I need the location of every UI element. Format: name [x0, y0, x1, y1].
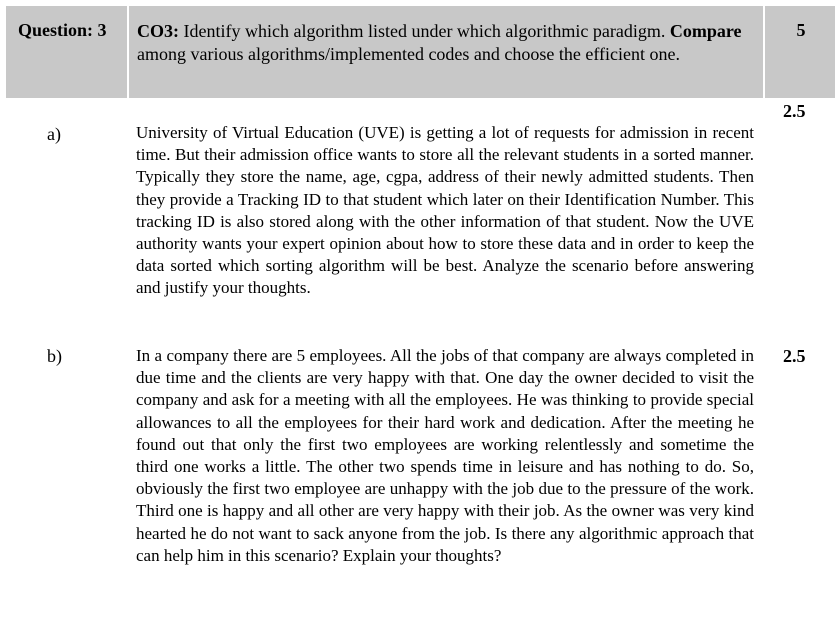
course-outcome-description-cont: among various algorithms/implemented codes and choose the efficient one. [137, 43, 681, 64]
part-a-label: a) [47, 124, 61, 144]
question-label: Question: 3 [18, 20, 107, 40]
question-total-marks: 5 [796, 20, 806, 40]
part-a-text: University of Virtual Education (UVE) is getting a lot of requests for admission in recent time. But their admission office wants to store all the relevant students in a sorted manner. Typically they store the name, age, cgpa, address of their newly admitted students. Then they provide a Tracking ID to that student which later on their Identification Number. This tracking ID is also stored along with the other information of that student. Now the UVE authority wants your expert opinion about how to store these data and in order to keep the data sorted which sorting algorithm will be best. Analyze the scenario before answering and justify your thoughts. [136, 123, 754, 298]
part-a-marks: 2.5 [783, 101, 806, 121]
course-outcome-code: CO3: [137, 21, 179, 41]
course-outcome-description: Identify which algorithm listed under which algorithmic paradigm. [183, 21, 666, 41]
part-b-text: In a company there are 5 employees. All the jobs of that company are always completed in due time and the clients are very happy with that. One day the owner decided to visit the company and ask for a meeting with all the employees. He was thinking to provide special allowances to all the employees for their hard work and dedication. After the meeting he found out that only the first two employees are working relentlessly and sometime the third one works a little. The other two spends time in leisure and has nothing to do. So, obviously the first two employee are unhappy with the job due to the pressure of the work. Third one is happy and all other are very happy with their job. As the owner was very kind hearted he do not want to sack anyone from the job. Is there any algorithmic approach that can help him in this scenario? Explain your thoughts? [136, 346, 754, 565]
part-b-marks: 2.5 [783, 346, 806, 366]
course-outcome-text [137, 20, 757, 65]
header-column-divider [763, 6, 765, 98]
compare-keyword: Compare [669, 21, 742, 41]
header-column-divider [127, 6, 129, 98]
part-b-label: b) [47, 346, 62, 366]
